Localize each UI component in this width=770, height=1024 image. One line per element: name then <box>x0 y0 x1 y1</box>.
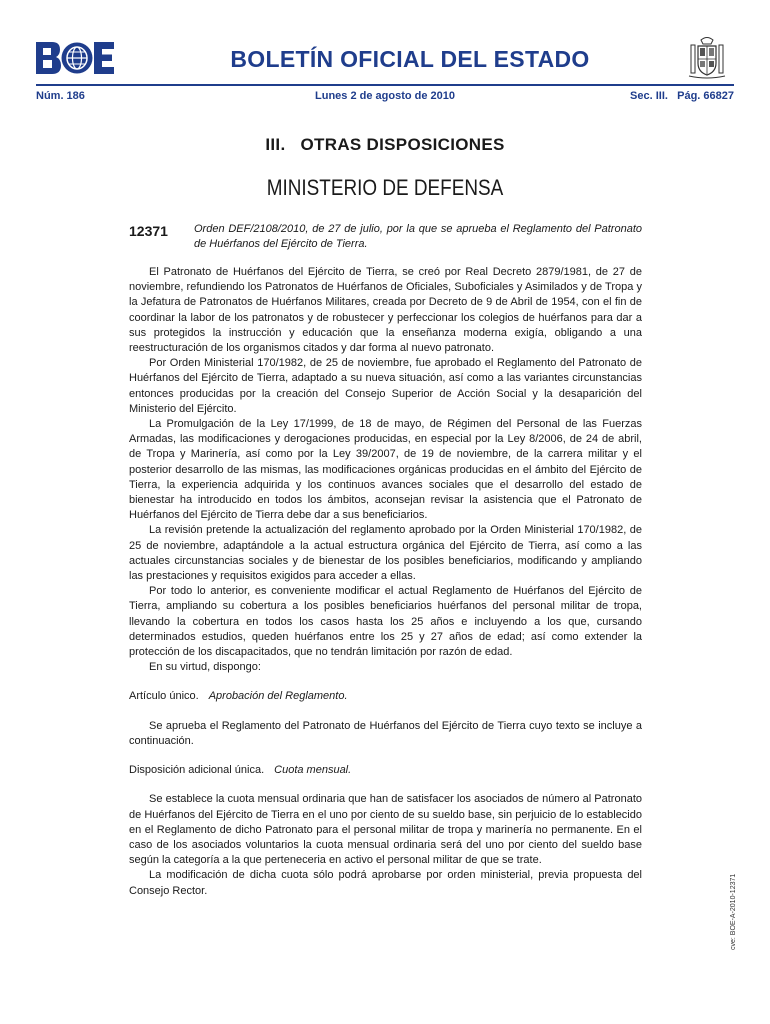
bulletin-title: BOLETÍN OFICIAL DEL ESTADO <box>230 46 590 72</box>
section-title: III. OTRAS DISPOSICIONES <box>265 135 505 154</box>
ministry-title: MINISTERIO DE DEFENSA <box>266 175 504 200</box>
article-heading <box>129 689 642 704</box>
additional-heading <box>129 763 642 778</box>
paragraph: La Promulgación de la Ley 17/1999, de 18 de mayo, de Régimen del Personal de las Fuerzas Armadas, las modificaciones y derogaciones producidas, en especial por la Ley 8/2006, de 24 de abril, de Tropa y Marinería, así como por la Ley 39/2007, de 19 de noviembre, de la carrera militar y el posterior desarrollo de las mismas, las modificaciones orgánicas producidas en el ámbito del Ejército de Tierra, la experiencia adquirida y los continuos avances sociales que el desarrollo del estado de bienestar ha introducido en todos los ámbitos, aconsejan revisar la asistencia que el Patronato de Huérfanos del Ejército de Tierra debe dar a sus beneficiarios. <box>129 418 642 522</box>
additional-label: Disposición adicional única. <box>129 764 265 777</box>
additional-paragraph: La modificación de dicha cuota sólo podrá aprobarse por orden ministerial, previa propuesta del Consejo Rector. <box>129 869 642 897</box>
cve-identifier: cve: BOE-A-2010-12371 <box>730 873 737 950</box>
document-body <box>129 265 642 899</box>
boe-logo-mark <box>36 42 114 74</box>
header-divider <box>36 84 734 86</box>
paragraph: La revisión pretende la actualización del reglamento aprobado por la Orden Ministerial 170/1982, de 25 de noviembre, adaptándole a la actual estructura orgánica del Ejército de Tierra, así como a las actuales circunstancias sociales y de bienestar de los posibles beneficiarios, modificando y ampliando las prestaciones y requisitos exigidos para acceder a ellas. <box>129 524 642 583</box>
boe-logo <box>36 42 114 74</box>
article-text: Se aprueba el Reglamento del Patronato de Huérfanos del Ejército de Tierra cuyo texto se incluye a continuación. <box>129 719 642 747</box>
issue-number: Núm. 186 <box>36 90 85 102</box>
coat-of-arms-icon <box>687 36 727 80</box>
additional-title: Cuota mensual. <box>274 764 352 777</box>
issue-date: Lunes 2 de agosto de 2010 <box>315 90 455 102</box>
section-page: Sec. III. Pág. 66827 <box>630 90 734 102</box>
paragraph: El Patronato de Huérfanos del Ejército de Tierra, se creó por Real Decreto 2879/1981, de 27 de noviembre, refundiendo los Patronatos de Huérfanos de Oficiales, Suboficiales y Asimilados y de Tropa y la Jefatura de Patronatos de Huérfanos Militares, creada por Decreto de 9 de Abril de 1954, con el fin de coordinar la labor de los patronatos y de robustecer y perfeccionar los colegios de huérfanos para dar a sus protegidos la instrucción y educación que la enseñanza moderna exigía, obligando a una reestructuración de los organismos citados y dar forma al nuevo patronato. <box>129 266 642 355</box>
paragraph: Por todo lo anterior, es conveniente modificar el actual Reglamento de Huérfanos del Ejército de Tierra, ampliando su cobertura a los posibles beneficiarios huérfanos del personal militar de tropa, llevando la cobertura en todos los casos hasta los 25 años e incluyendo a los que, cursando determinados estudios, queden huérfanos entre los 25 y 27 años de edad; así como extender la protección de los discapacitados, que no tendrán limitación por razón de edad. <box>129 585 642 659</box>
paragraph: En su virtud, dispongo: <box>149 661 261 674</box>
order-number: 12371 <box>129 223 168 239</box>
article-title: Aprobación del Reglamento. <box>208 690 348 703</box>
order-title: Orden DEF/2108/2010, de 27 de julio, por la que se aprueba el Reglamento del Patronato de Huérfanos del Ejército de Tierra. <box>194 223 642 250</box>
article-label: Artículo único. <box>129 690 199 703</box>
additional-paragraph: Se establece la cuota mensual ordinaria que han de satisfacer los asociados de número al Patronato de Huérfanos del Ejército de Tierra en el uno por ciento de su sueldo base, sin perjuicio de lo establecido en el Reglamento de dicho Patronato para el personal militar de tropa y marinería no permanente. En el caso de los asociados voluntarios la cuota mensual ordinaria será del uno por ciento del sueldo base según la categoría a la que perteneceria en activo el personal militar de que se trate. <box>129 793 642 867</box>
paragraph: Por Orden Ministerial 170/1982, de 25 de noviembre, fue aprobado el Reglamento del Patronato de Huérfanos del Ejército de Tierra, adaptado a su nueva situación, así como a las variantes circunstancias entonces producidas por la creación del Consejo Superior de Acción Social y la desaparición del Ministerio del Ejército. <box>129 357 642 415</box>
